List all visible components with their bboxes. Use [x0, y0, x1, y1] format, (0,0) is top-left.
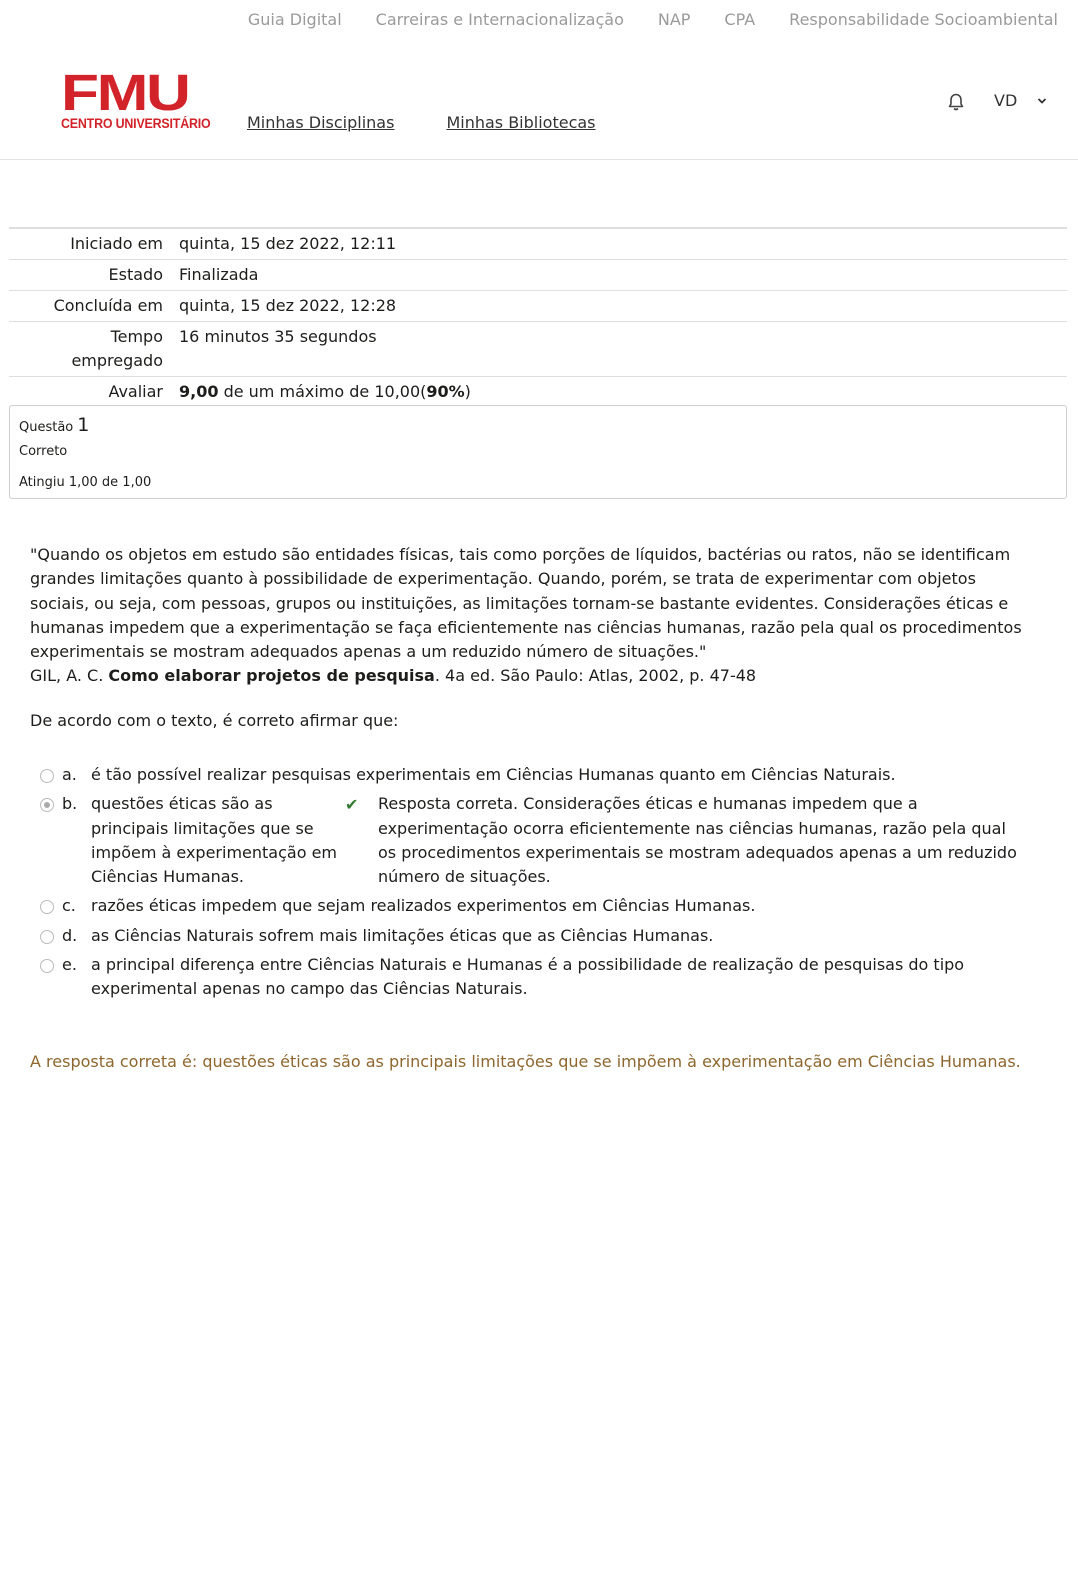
- summary-row-started: [9, 228, 1067, 260]
- answer-text: é tão possível realizar pesquisas experimentais em Ciências Humanas quanto em Ciências Naturais.: [91, 765, 896, 784]
- question-state: Correto: [19, 444, 68, 459]
- radio-icon[interactable]: [40, 769, 54, 783]
- logo-main-text: FMU: [61, 64, 189, 121]
- completed-label: Concluída em: [53, 296, 163, 315]
- radio-icon[interactable]: [40, 900, 54, 914]
- answer-option-c[interactable]: [40, 894, 1030, 918]
- user-initials: VD: [994, 91, 1018, 110]
- fmu-logo[interactable]: [61, 64, 211, 131]
- answer-text: questões éticas são as principais limitações que se impõem à experimentação em Ciências Humanas.: [91, 794, 337, 887]
- top-links: [248, 10, 1058, 29]
- top-link-carreiras[interactable]: Carreiras e Internacionalização: [375, 10, 624, 29]
- correct-check-icon: ✔: [345, 795, 359, 815]
- notification-bell-icon[interactable]: [946, 92, 966, 112]
- question-quote: "Quando os objetos em estudo são entidades físicas, tais como porções de líquidos, bactérias ou ratos, não se identificam grandes limitações quanto à possibilidade de experimentação. Quando, porém, se trata de experimentar com objetos sociais, ou seja, com pessoas, grupos ou instituições, as limitações tornam-se bastante evidentes. Considerações éticas e humanas impedem que a experimentação se faça eficientemente nas ciências humanas, razão pela qual os procedimentos experimentais se mostram adequados apenas a um reduzido número de situações.": [30, 545, 1022, 662]
- answer-list: [40, 763, 1030, 1007]
- site-header: [0, 50, 1078, 160]
- question-text: [30, 543, 1030, 689]
- summary-row-state: [9, 260, 1067, 291]
- nav-minhas-disciplinas[interactable]: Minhas Disciplinas: [247, 113, 395, 132]
- question-mark: Atingiu 1,00 de 1,00: [19, 475, 152, 490]
- chevron-down-icon: [1037, 97, 1047, 105]
- radio-icon[interactable]: [40, 959, 54, 973]
- radio-checked-icon[interactable]: [40, 798, 54, 812]
- grade-value: 9,00 de um máximo de 10,00(90%): [179, 382, 471, 401]
- question-info-box: [9, 405, 1067, 499]
- top-link-cpa[interactable]: CPA: [724, 10, 756, 29]
- top-link-responsabilidade[interactable]: Responsabilidade Socioambiental: [789, 10, 1058, 29]
- answer-option-a[interactable]: [40, 763, 1030, 787]
- answer-letter: d.: [62, 925, 78, 945]
- user-menu[interactable]: [994, 91, 1047, 110]
- state-value: Finalizada: [179, 265, 259, 284]
- logo-sub-text: CENTRO UNIVERSITÁRIO: [61, 116, 211, 131]
- right-answer: A resposta correta é: questões éticas são as principais limitações que se impõem à experimentação em Ciências Humanas.: [30, 1052, 1021, 1071]
- answer-option-d[interactable]: [40, 924, 1030, 948]
- summary-row-time: [9, 322, 1067, 377]
- completed-value: quinta, 15 dez 2022, 12:28: [179, 296, 397, 315]
- quiz-summary-table: [9, 227, 1067, 407]
- answer-letter: a.: [62, 765, 77, 784]
- answer-text: as Ciências Naturais sofrem mais limitações éticas que as Ciências Humanas.: [91, 925, 714, 945]
- time-label: Tempo empregado: [71, 327, 163, 370]
- top-link-guia-digital[interactable]: Guia Digital: [247, 10, 342, 29]
- summary-row-completed: [9, 291, 1067, 322]
- question-number: Questão 1: [19, 414, 90, 436]
- nav-minhas-bibliotecas[interactable]: Minhas Bibliotecas: [446, 113, 596, 132]
- radio-icon[interactable]: [40, 930, 54, 944]
- grade-label: Avaliar: [108, 382, 163, 401]
- answer-letter: e.: [62, 955, 77, 975]
- state-label: Estado: [108, 265, 163, 284]
- answer-option-b[interactable]: [40, 792, 1030, 889]
- answer-feedback: Resposta correta. Considerações éticas e humanas impedem que a experimentação ocorra eficientemente nas ciências humanas, razão pela qual os procedimentos experimentais se mostram adequados apenas a um reduzido número de situações.: [378, 794, 1017, 887]
- time-value: 16 minutos 35 segundos: [179, 327, 377, 346]
- top-link-nap[interactable]: NAP: [657, 10, 691, 29]
- summary-row-grade: [9, 377, 1067, 408]
- started-value: quinta, 15 dez 2022, 12:11: [179, 234, 397, 253]
- question-citation: GIL, A. C. Como elaborar projetos de pesquisa. 4a ed. São Paulo: Atlas, 2002, p. 47-48: [30, 666, 757, 686]
- question-prompt: De acordo com o texto, é correto afirmar que:: [30, 711, 399, 730]
- answer-text: a principal diferença entre Ciências Naturais e Humanas é a possibilidade de realização de pesquisas do tipo experimental apenas no campo das Ciências Naturais.: [91, 955, 965, 999]
- main-nav: [247, 113, 596, 132]
- answer-letter: c.: [62, 896, 76, 916]
- answer-option-e[interactable]: [40, 953, 1030, 1002]
- answer-text: razões éticas impedem que sejam realizados experimentos em Ciências Humanas.: [91, 896, 756, 916]
- started-label: Iniciado em: [70, 234, 163, 253]
- answer-letter: b.: [62, 794, 78, 814]
